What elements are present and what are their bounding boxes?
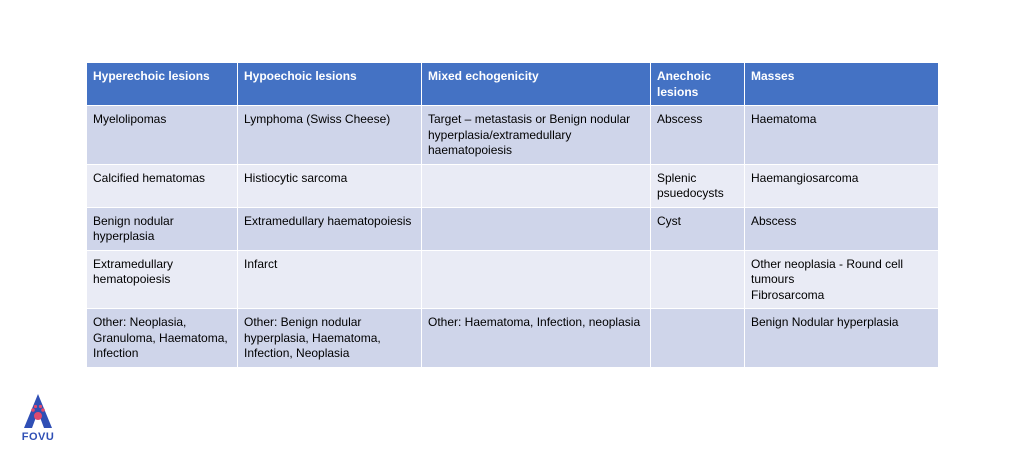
header-anechoic: Anechoic lesions	[651, 63, 745, 106]
table-cell: Other: Neoplasia, Granuloma, Haematoma, Infection	[87, 309, 238, 368]
table-row	[87, 164, 939, 207]
table-cell: Other: Haematoma, Infection, neoplasia	[422, 309, 651, 368]
table-cell: Haematoma	[745, 106, 939, 165]
table-cell: Other neoplasia - Round cell tumours Fibrosarcoma	[745, 250, 939, 309]
header-hypoechoic: Hypoechoic lesions	[238, 63, 422, 106]
table-cell: Abscess	[651, 106, 745, 165]
lesions-table	[86, 62, 939, 368]
table-cell: Target – metastasis or Benign nodular hyperplasia/extramedullary haematopoiesis	[422, 106, 651, 165]
header-masses: Masses	[745, 63, 939, 106]
logo-text: FOVU	[21, 431, 55, 443]
table-cell: Myelolipomas	[87, 106, 238, 165]
table-cell: Abscess	[745, 207, 939, 250]
table-cell: Other: Benign nodular hyperplasia, Haematoma, Infection, Neoplasia	[238, 309, 422, 368]
table-row	[87, 106, 939, 165]
table-cell: Cyst	[651, 207, 745, 250]
table-cell: Lymphoma (Swiss Cheese)	[238, 106, 422, 165]
table-cell	[422, 207, 651, 250]
table-cell: Splenic psuedocysts	[651, 164, 745, 207]
table-row	[87, 207, 939, 250]
table-cell: Haemangiosarcoma	[745, 164, 939, 207]
header-mixed: Mixed echogenicity	[422, 63, 651, 106]
table-cell: Extramedullary haematopoiesis	[238, 207, 422, 250]
table-row	[87, 250, 939, 309]
table-cell	[422, 164, 651, 207]
table-cell: Histiocytic sarcoma	[238, 164, 422, 207]
header-hyperechoic: Hyperechoic lesions	[87, 63, 238, 106]
table-cell: Benign nodular hyperplasia	[87, 207, 238, 250]
table-cell	[651, 309, 745, 368]
table-cell: Extramedullary hematopoiesis	[87, 250, 238, 309]
table-cell: Calcified hematomas	[87, 164, 238, 207]
table-header-row	[87, 63, 939, 106]
fovu-logo	[14, 392, 62, 448]
table-cell	[422, 250, 651, 309]
fovu-logo-icon	[20, 392, 56, 430]
table-cell	[651, 250, 745, 309]
table-cell: Benign Nodular hyperplasia	[745, 309, 939, 368]
table-cell: Infarct	[238, 250, 422, 309]
table-row	[87, 309, 939, 368]
